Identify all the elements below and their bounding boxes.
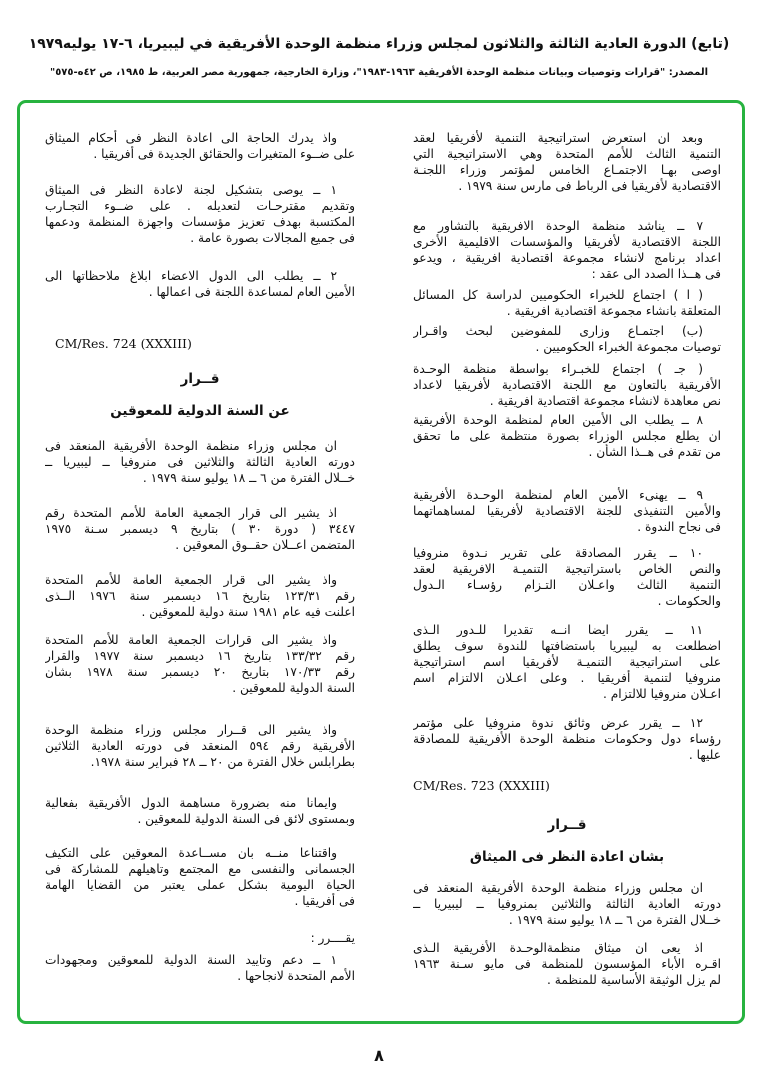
paragraph (413, 622, 721, 702)
text-line: منروفيا لتنمية أفريقيا . وعلى اعـلان الالتزام اسم (413, 671, 721, 685)
text-line: رقم ١٣٣/٣٢ بتاريخ ١٦ ديسمبر سنة ١٩٧٧ والقرار (45, 649, 355, 663)
text-line: فى أفريقيا . (294, 894, 355, 908)
text-line: اضطلعت به ليبيريا باستضافتها للندوة سوف يطلق (413, 639, 721, 653)
paragraph (45, 952, 355, 984)
text-line: خــلال الفترة من ٦ ــ ١٨ يوليو سنة ١٩٧٩ . (508, 913, 721, 927)
paragraph (45, 505, 355, 553)
text-line: الأفريقية بالتعاون مع اللجنة الاقتصادية لأفريقيا لاعداد (413, 378, 721, 392)
text-line: ٨ ــ يطلب الى الأمين العام لمنظمة الوحدة الأفريقية (413, 413, 703, 427)
text-line: واذ يدرك الحاجة الى اعادة النظر فى أحكام الميثاق (45, 131, 337, 145)
text-line: الاقتصادية لأفريقيا فى الرباط فى مارس سنة ١٩٧٩ . (458, 179, 721, 193)
resolution-title: عن السنة الدولية للمعوقين (110, 403, 290, 419)
text-line: الحياة اليومية بشكل عملى يعتبر من القضايا الهامة (45, 878, 355, 892)
right-column (413, 0, 721, 1078)
text-line: اذ يشير الى قرار الجمعية العامة للأمم المتحدة رقم (45, 506, 337, 520)
paragraph (413, 218, 721, 282)
text-line: ٢ ــ يطلب الى الدول الاعضاء ابلاغ ملاحظاتها الى (45, 269, 337, 283)
paragraph (45, 795, 355, 827)
text-line: على استراتيجية التنميـة لأفريقيا اسم استراتيجية (413, 655, 721, 669)
text-line: التنمية الثالث للأمم المتحدة وهي الاستراتيجية التي (413, 147, 721, 161)
text-line: وايمانا منه بضرورة مساهمة الدول الأفريقية بفعالية (45, 796, 337, 810)
page-number: ٨ (374, 1046, 384, 1065)
text-line: نص معاهدة لانشاء مجموعة اقتصادية افريقية . (489, 394, 721, 408)
paragraph (413, 130, 721, 194)
text-line: ان مجلس وزراء منظمة الوحدة الأفريقية المنعقد فى (45, 439, 337, 453)
text-line: فى جميع المجالات بصورة عامة . (190, 231, 355, 245)
left-column (45, 0, 355, 1078)
paragraph (413, 412, 721, 460)
text-line: (ب) اجتمـاع وزارى للمفوضين لبحث واقـرار (413, 324, 703, 338)
paragraph (413, 361, 721, 409)
text-line: واذ يشير الى قرار الجمعية العامة للأمم المتحدة (45, 573, 337, 587)
text-line: اوصى بهـا الاجتمـاع الخامس لمؤتمر وزراء اللجنـة (413, 163, 721, 177)
text-line: اذ يعى ان ميثاق منظمةالوحـدة الأفريقية الـذى (413, 941, 703, 955)
text-line: رقم ١٢٣/٣١ بتاريخ ١٦ ديسمبر سنة ١٩٧٦ الــذى (45, 589, 355, 603)
text-line: خــلال الفترة من ٦ ــ ١٨ يوليو سنة ١٩٧٩ . (142, 471, 355, 485)
text-line: فى نجاح الندوة . (637, 520, 721, 534)
paragraph (413, 880, 721, 928)
text-line: المتعلقة بانشاء مجموعة اقتصادية افريقية . (506, 304, 721, 318)
text-line: ١٠ ــ يقرر المصادقة على تقرير نـدوة منروفيا (413, 546, 703, 560)
text-line: واقتناعا منــه بان مســاعدة المعوقين على التكيف (45, 846, 337, 860)
resolution-label: قــرار (180, 371, 220, 387)
paragraph (413, 323, 721, 355)
text-line: الأفريقية رقم ٥٩٤ المنعقد فى دورته العادية الثلاثين (45, 739, 355, 753)
text-line: واذ يشير الى قــرار مجلس وزراء منظمة الوحدة (45, 723, 337, 737)
text-line: ١ ــ دعم وتاييد السنة الدولية للمعوقين ومجهودات (45, 953, 337, 967)
paragraph (45, 130, 355, 162)
text-line: ١٢ ــ يقرر عرض وثائق ندوة منروفيا على مؤتمر (413, 716, 703, 730)
paragraph (413, 715, 721, 763)
text-line: دورته العادية الثالثة والثلاثين بمنروفيا ــ ليبيريا ــ (413, 897, 721, 911)
text-line: ان يطلع مجلس الوزراء بصورة منتظمة على ما تحقق (413, 429, 721, 443)
paragraph (413, 940, 721, 988)
text-line: والحكومات . (657, 594, 721, 608)
text-line: عليها . (688, 748, 721, 762)
text-line: رؤساء دول وحكومات منظمة الوحدة الأفريقية للمصادقة (413, 732, 721, 746)
text-line: وبعد ان استعرض استراتيجية التنمية لأفريقيا لعقد (413, 131, 703, 145)
resolution-label: قــرار (547, 817, 587, 833)
text-line: المكتسبة بهدف تعزيز مؤسسات واجهزة المنظمة ودعمها (45, 215, 355, 229)
text-line: ١١ ــ يقرر ايضا انــه تقديرا للـدور الـذى (413, 623, 703, 637)
text-line: رقم ١٧٠/٣٣ بتاريخ ٢٠ ديسمبر سنة ١٩٧٨ بشان (45, 665, 355, 679)
paragraph (45, 572, 355, 620)
resolution-code: CM/Res. 724 (XXXIII) (55, 336, 192, 351)
text-line: اعـلان منروفيا للالتزام . (602, 687, 721, 701)
paragraph (45, 632, 355, 696)
text-line: لم يزل الوثيقة الأساسية للمنظمة . (547, 973, 721, 987)
resolution-code: CM/Res. 723 (XXXIII) (413, 778, 550, 793)
text-line: وتقديم مقترحـات لتعديله . على ضــوء التجـارب (45, 199, 355, 213)
text-line: ٧ ــ يناشد منظمة الوحدة الافريقية بالتشاور مع (413, 219, 703, 233)
text-line: ١ ــ يوصى بتشكيل لجنة لاعادة النظر فى الميثاق (45, 183, 337, 197)
text-line: المتضمن اعــلان حقــوق المعوقين . (175, 538, 355, 552)
text-line: الأمين العام لمساعدة اللجنة فى اعمالها . (148, 285, 355, 299)
text-line: ( ا ) اجتماع للخبراء الحكوميين لدراسة كل المسائل (413, 288, 703, 302)
text-line: اقـره الأباء المؤسسون للمنظمة فى مايو سـنة ١٩٦٣ (413, 957, 721, 971)
text-line: ان مجلس وزراء منظمة الوحدة الأفريقية المنعقد فى (413, 881, 703, 895)
paragraph (45, 182, 355, 246)
text-line: السنة الدولية للمعوقين . (232, 681, 355, 695)
paragraph (45, 845, 355, 909)
document-source: المصدر: "قرارات وتوصيات وبيانات منظمة الوحدة الأفريقية ١٩٦٣-١٩٨٣"، وزارة الخارجية، جمهورية مصر العربية، ط ١٩٨٥، ص ٤٢ه-٥٧٥" (49, 67, 709, 78)
text-line: التنمية الثالث واعـلان التـزام رؤسـاء الـدول (413, 578, 721, 592)
paragraph (413, 287, 721, 319)
text-line: وبمستوى لائق فى السنة الدولية للمعوقين . (137, 812, 355, 826)
resolution-title: بشان اعادة النظر فى الميثاق (469, 849, 665, 865)
text-line: ٣٤٤٧ ( دورة ٣٠ ) بتاريخ ٩ ديسمبر سـنة ١٩٧٥ (45, 522, 355, 536)
text-line: دورته العادية الثالثة والثلاثين فى منروفيا ــ ليبيريا ــ (45, 455, 355, 469)
text-line: واذ يشير الى قرارات الجمعية العامة للأمم المتحدة (45, 633, 337, 647)
text-line: فى هــذا الصدد الى عقد : (591, 267, 721, 281)
text-line: اعداد برنامج لانشاء مجموعة اقتصادية افريقية ، ويدعو (413, 251, 721, 265)
text-line: والأمين التنفيذى للجنة الاقتصادية لأفريقيا لمساهماتهما (413, 504, 721, 518)
text-line: بطرابلس خلال الفترة من ٢٠ ــ ٢٨ فبراير سنة ١٩٧٨. (90, 755, 355, 769)
text-line: اعلنت فيه عام ١٩٨١ سنة دولية للمعوقين . (141, 605, 355, 619)
text-line: توصيات مجموعة الخبراء الحكوميين . (535, 340, 721, 354)
text-line: اللجنة الاقتصادية لأفريقيا والمؤسسات الاقليمية الأخرى (413, 235, 721, 249)
paragraph (413, 545, 721, 609)
paragraph (45, 722, 355, 770)
paragraph (45, 268, 355, 300)
text-line: ( جـ ) اجتماع للخبـراء بواسطة منظمة الوحـدة (413, 362, 703, 376)
text-line: والنص الخاص باستراتيجية التنميـة الافريقية لعقد (413, 562, 721, 576)
text-line: الأمم المتحدة لانجاحها . (237, 969, 355, 983)
text-line: ٩ ــ يهنىء الأمين العام لمنظمة الوحـدة الأفريقية (413, 488, 703, 502)
text-line: الجسمانى والنفسى مع المجتمع وتاهيلهم للمشاركة فى (45, 862, 355, 876)
text-line: من تقدم فى هــذا الشأن . (588, 445, 721, 459)
text-line: على ضــوء المتغيرات والحقائق الجديدة فى أفريقيا . (93, 147, 355, 161)
decides-label: يقــــرر : (310, 931, 355, 945)
paragraph (45, 438, 355, 486)
paragraph (413, 487, 721, 535)
document-title: (تابع) الدورة العادية الثالثة والثلاثون لمجلس وزراء منظمة الوحدة الأفريقية في ليبيريا، ٦-١٧ يوليه١٩٧٩ (28, 36, 730, 52)
